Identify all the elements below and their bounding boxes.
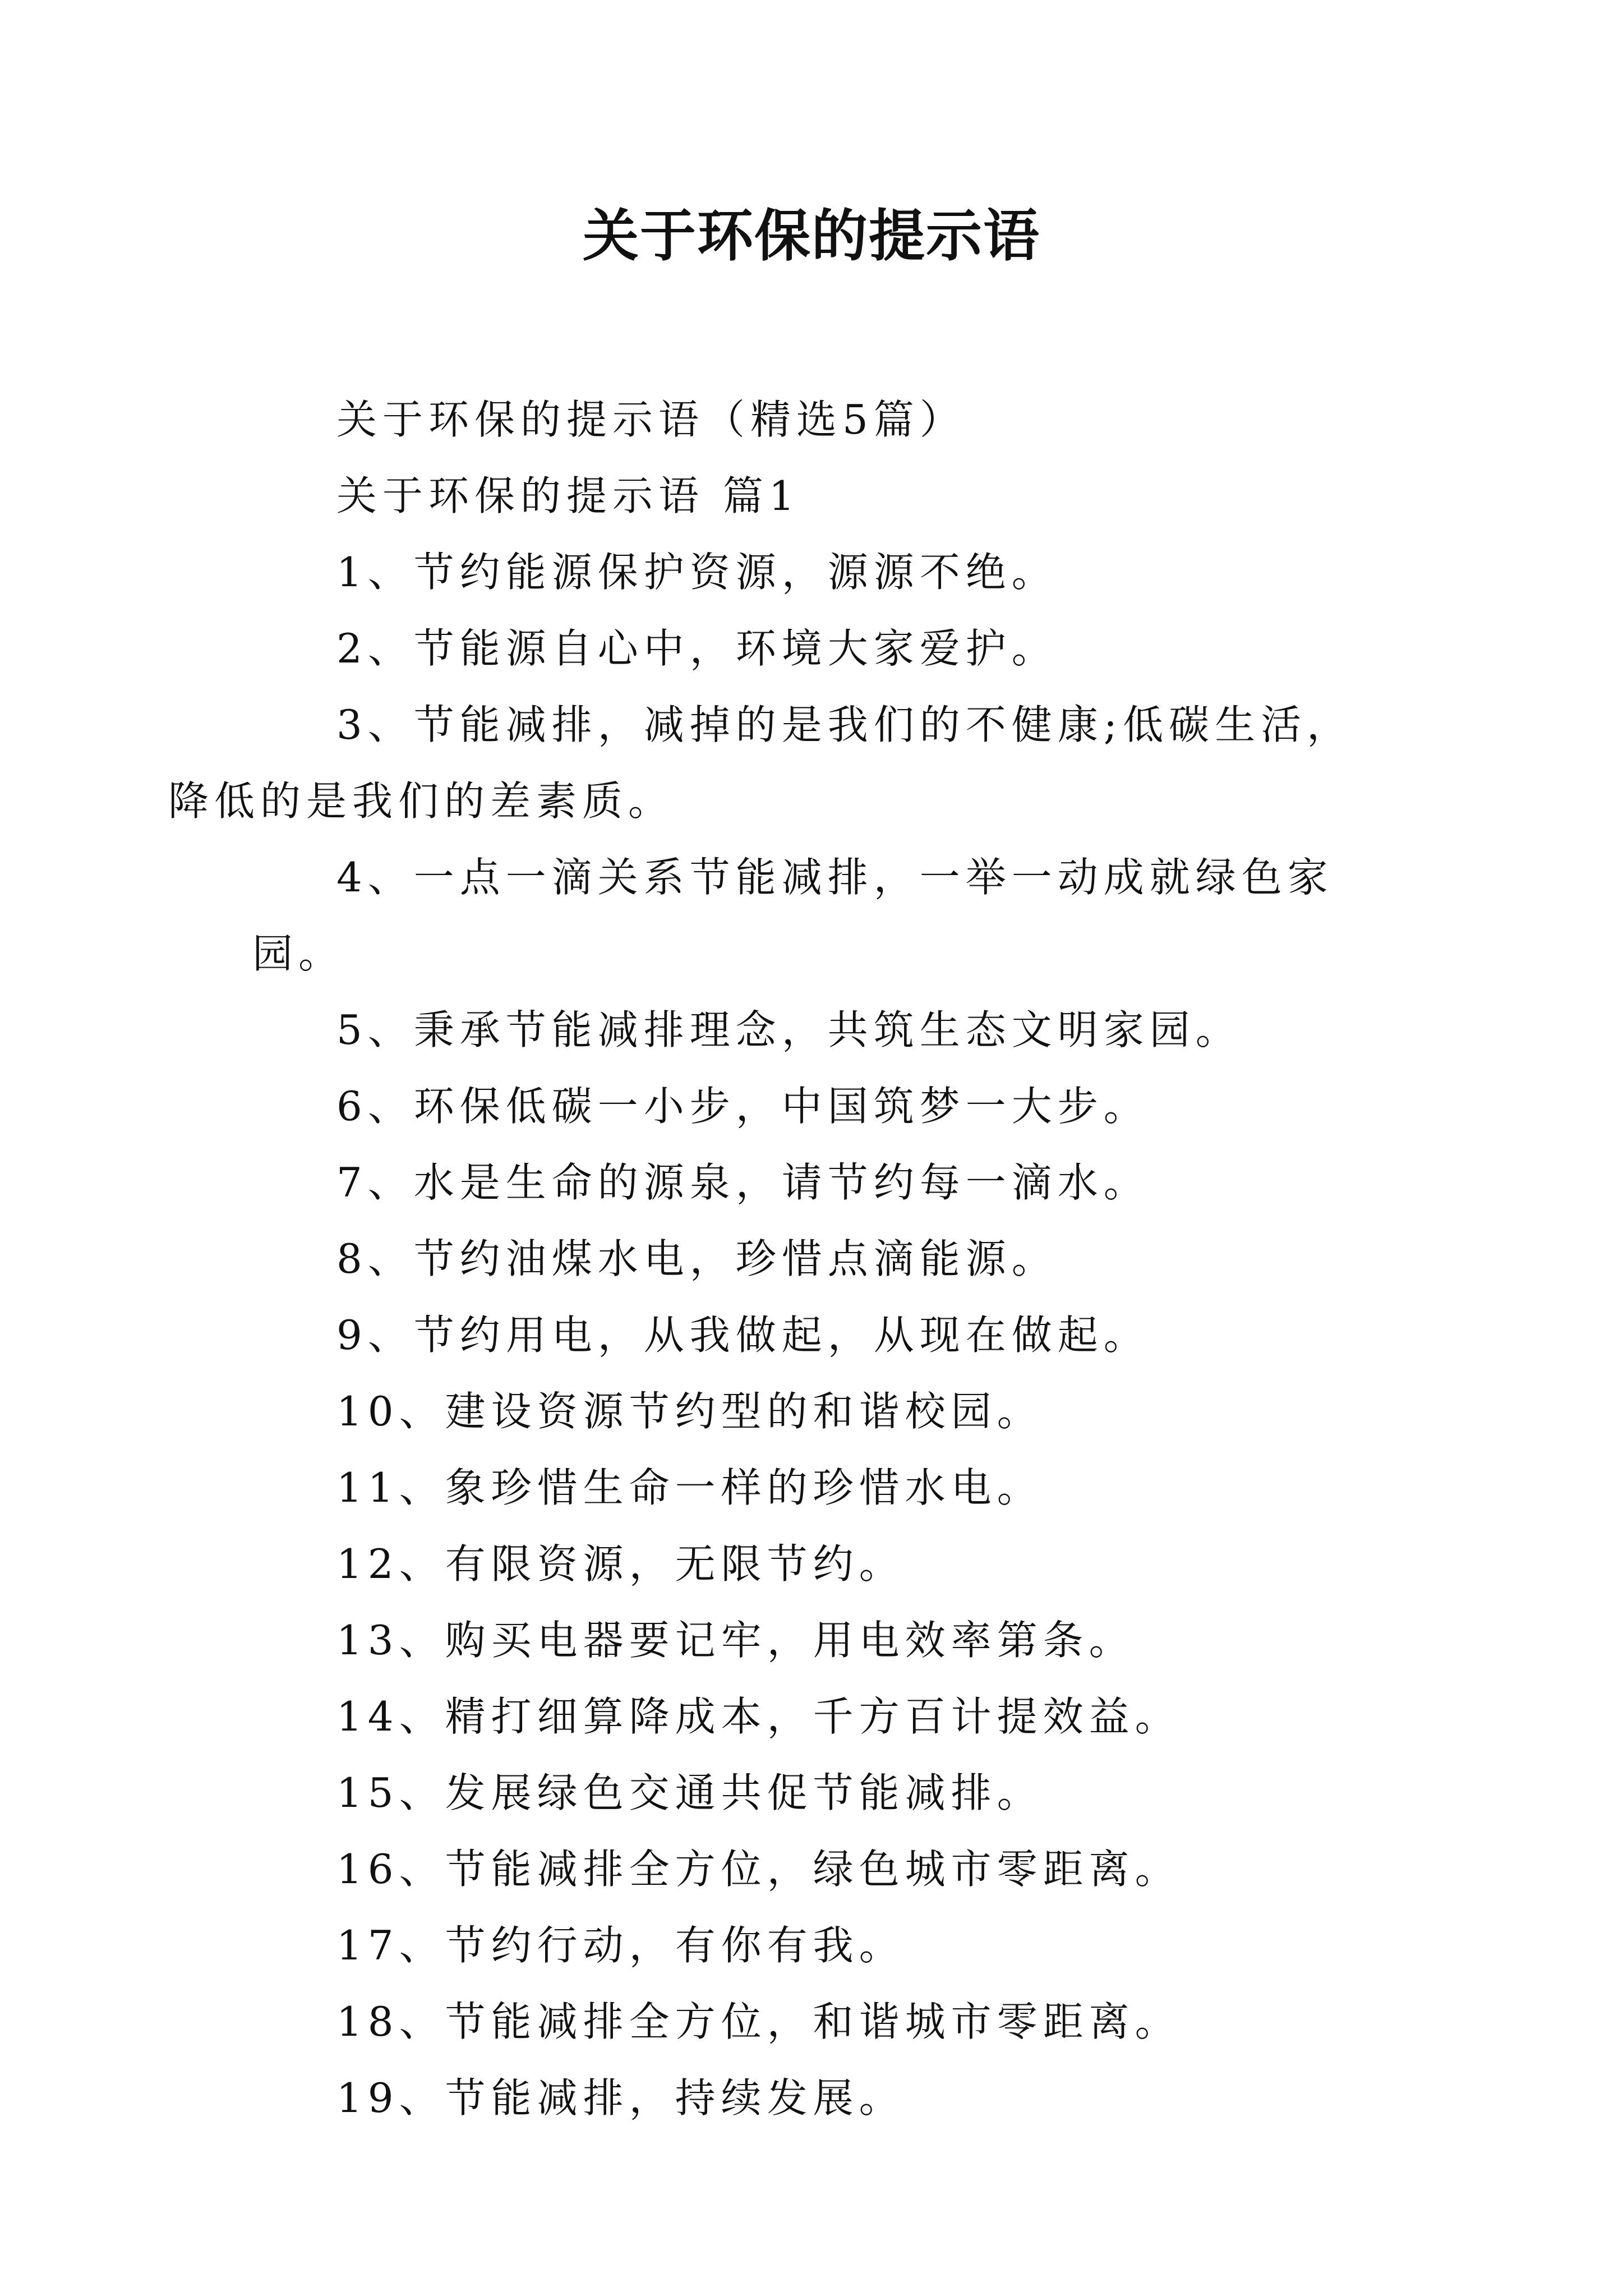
list-item: 2、节能源自心中，环境大家爱护。 xyxy=(336,625,1058,672)
list-item: 4、一点一滴关系节能减排，一举一动成就绿色家园。 xyxy=(252,854,1334,977)
list-item: 6、环保低碳一小步，中国筑梦一大步。 xyxy=(336,1083,1150,1130)
list-item: 11、象珍惜生命一样的珍惜水电。 xyxy=(336,1464,1043,1511)
list-item: 18、节能减排全方位，和谐城市零距离。 xyxy=(336,1998,1181,2045)
list-item: 3、节能减排，减掉的是我们的不健康;低碳生活，降低的是我们的差素质。 xyxy=(168,701,1353,825)
list-item: 13、购买电器要记牢，用电效率第条。 xyxy=(336,1617,1135,1664)
list-item: 9、节约用电，从我做起，从现在做起。 xyxy=(336,1312,1150,1359)
document-title: 关于环保的提示语 xyxy=(583,203,1040,269)
list-item: 19、节能减排，持续发展。 xyxy=(336,2074,905,2122)
document-body xyxy=(168,381,1391,2136)
list-item: 16、节能减排全方位，绿色城市零距离。 xyxy=(336,1846,1181,1893)
list-item: 10、建设资源节约型的和谐校园。 xyxy=(336,1388,1043,1435)
list-item: 15、发展绿色交通共促节能减排。 xyxy=(336,1769,1043,1816)
section-heading: 关于环保的提示语 篇1 xyxy=(336,472,800,519)
list-item: 7、水是生命的源泉，请节约每一滴水。 xyxy=(336,1159,1150,1206)
subtitle-paragraph: 关于环保的提示语（精选5篇） xyxy=(336,396,966,443)
list-item: 1、节约能源保护资源，源源不绝。 xyxy=(336,549,1058,596)
list-item: 8、节约油煤水电，珍惜点滴能源。 xyxy=(336,1235,1058,1282)
list-item: 17、节约行动，有你有我。 xyxy=(336,1922,905,1969)
list-item: 14、精打细算降成本，千方百计提效益。 xyxy=(336,1693,1181,1740)
list-item: 12、有限资源，无限节约。 xyxy=(336,1540,905,1588)
list-item: 5、秉承节能减排理念，共筑生态文明家园。 xyxy=(336,1006,1242,1053)
